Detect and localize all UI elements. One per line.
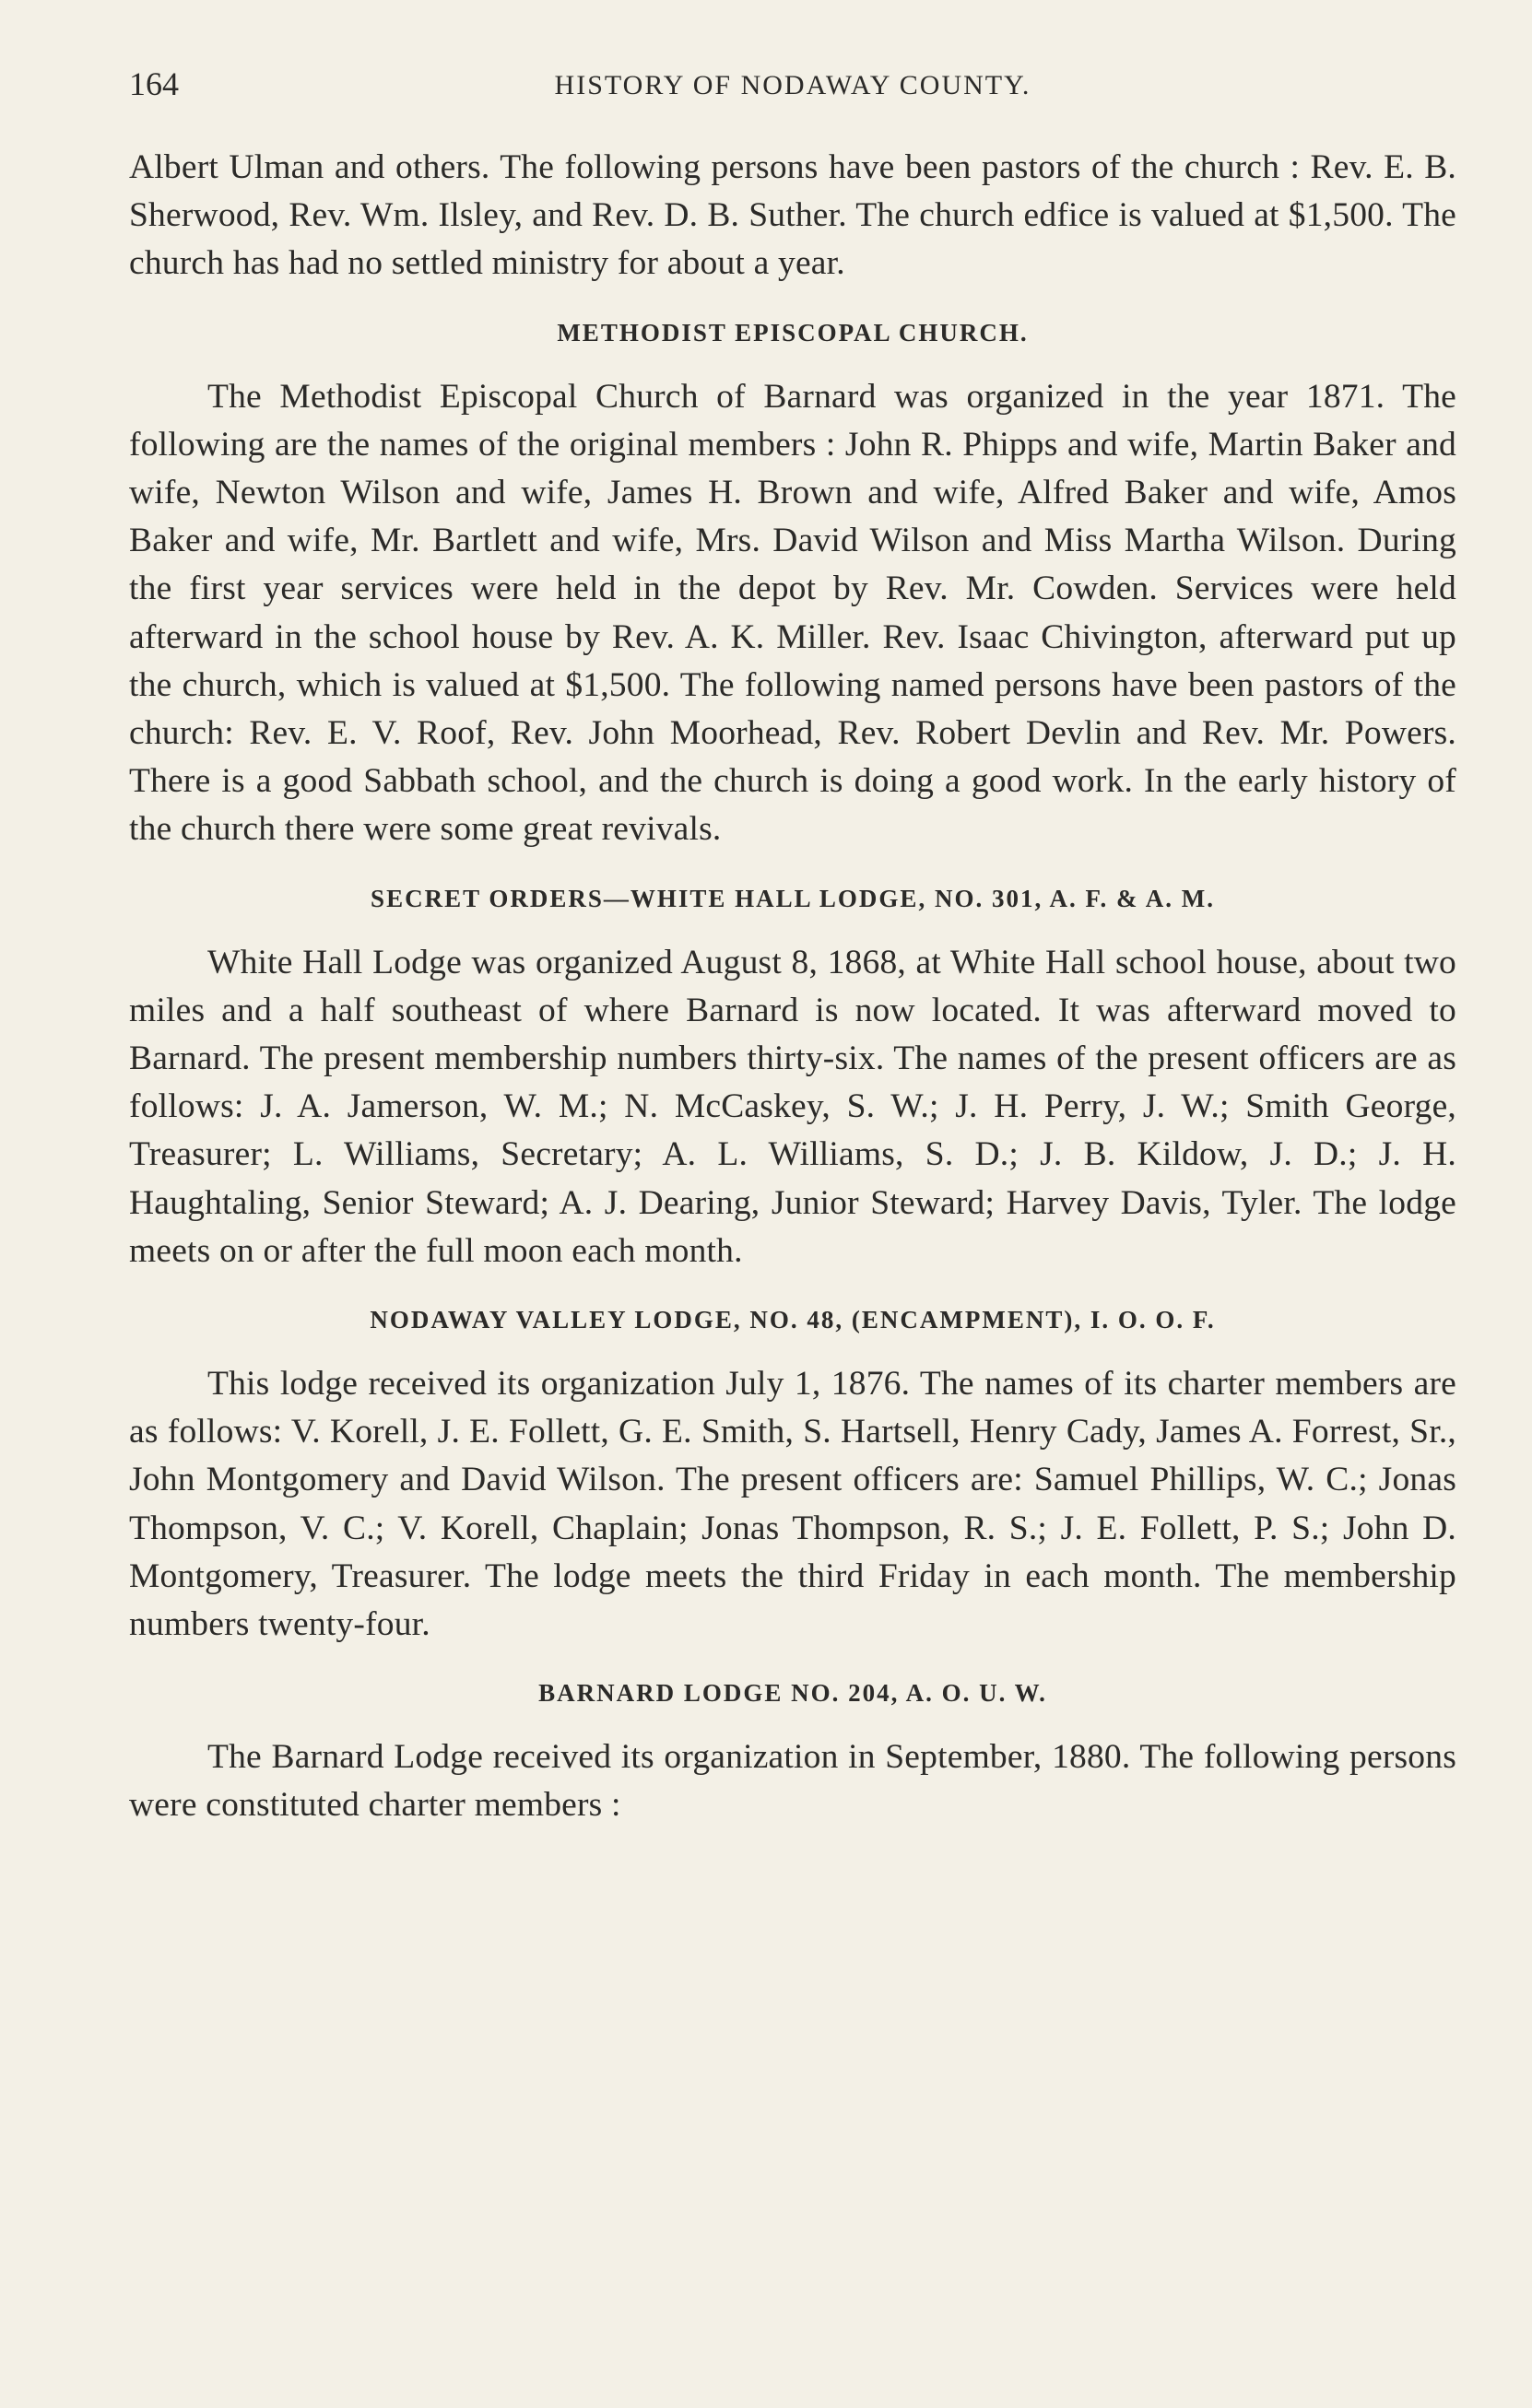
running-title: HISTORY OF NODAWAY COUNTY.: [554, 70, 1031, 100]
white-hall-paragraph: White Hall Lodge was organized August 8, 1868, at White Hall school house, about two miles and a half southeast of where Barnard is now located. It was afterward moved to Barnard. The present membership numbers thirty-six. The names of the present officers are as follows: J. A. Jamerson, W. M.; N. McCaskey, S. W.; J. H. Perry, J. W.; Smith George, Treasurer; L. Williams, Secretary; A. L. Williams, S. D.; J. B. Kildow, J. D.; J. H. Haughtaling, Senior Steward; A. J. Dearing, Junior Steward; Harvey Davis, Tyler. The lodge meets on or after the full moon each month.: [129, 943, 1456, 1270]
nodaway-valley-paragraph: This lodge received its organization July 1, 1876. The names of its charter members are as follows: V. Korell, J. E. Follett, G. E. Smith, S. Hartsell, Henry Cady, James A. Forrest, Sr., John Montgomery and David Wilson. The present officers are: Samuel Phillips, W. C.; Jonas Thompson, V. C.; V. Korell, Chaplain; Jonas Thompson, R. S.; J. E. Follett, P. S.; John D. Montgomery, Treasurer. The lodge meets the third Friday in each month. The membership numbers twenty-four.: [129, 1365, 1456, 1644]
methodist-heading: METHODIST EPISCOPAL CHURCH.: [557, 318, 1029, 347]
barnard-paragraph: The Barnard Lodge received its organization in September, 1880. The following persons were constituted charter members :: [129, 1738, 1456, 1825]
intro-paragraph: Albert Ulman and others. The following persons have been pastors of the church : Rev. E. B. Sherwood, Rev. Wm. Ilsley, and Rev. D. B. Suther. The church edfice is valued at $1,500. The church has had no settled ministry for about a year.: [129, 148, 1456, 283]
methodist-paragraph: The Methodist Episcopal Church of Barnard was organized in the year 1871. The following are the names of the original members : John R. Phipps and wife, Martin Baker and wife, Newton Wilson and wife, James H. Brown and wife, Alfred Baker and wife, Amos Baker and wife, Mr. Bartlett and wife, Mrs. David Wilson and Miss Martha Wilson. During the first year services were held in the depot by Rev. Mr. Cowden. Services were held afterward in the school house by Rev. A. K. Miller. Rev. Isaac Chivington, afterward put up the church, which is valued at $1,500. The following named persons have been pastors of the church: Rev. E. V. Roof, Rev. John Moorhead, Rev. Robert Devlin and Rev. Mr. Powers. There is a good Sabbath school, and the church is doing a good work. In the early history of the church there were some great revivals.: [129, 377, 1456, 849]
book-page: [129, 65, 1456, 1830]
white-hall-heading: SECRET ORDERS—WHITE HALL LODGE, NO. 301, A. F. & A. M.: [371, 884, 1215, 912]
nodaway-valley-heading: NODAWAY VALLEY LODGE, NO. 48, (ENCAMPMENT), I. O. O. F.: [370, 1306, 1216, 1334]
barnard-heading: BARNARD LODGE NO. 204, A. O. U. W.: [538, 1679, 1047, 1708]
running-head: [129, 65, 1456, 111]
page-number: 164: [129, 65, 179, 102]
